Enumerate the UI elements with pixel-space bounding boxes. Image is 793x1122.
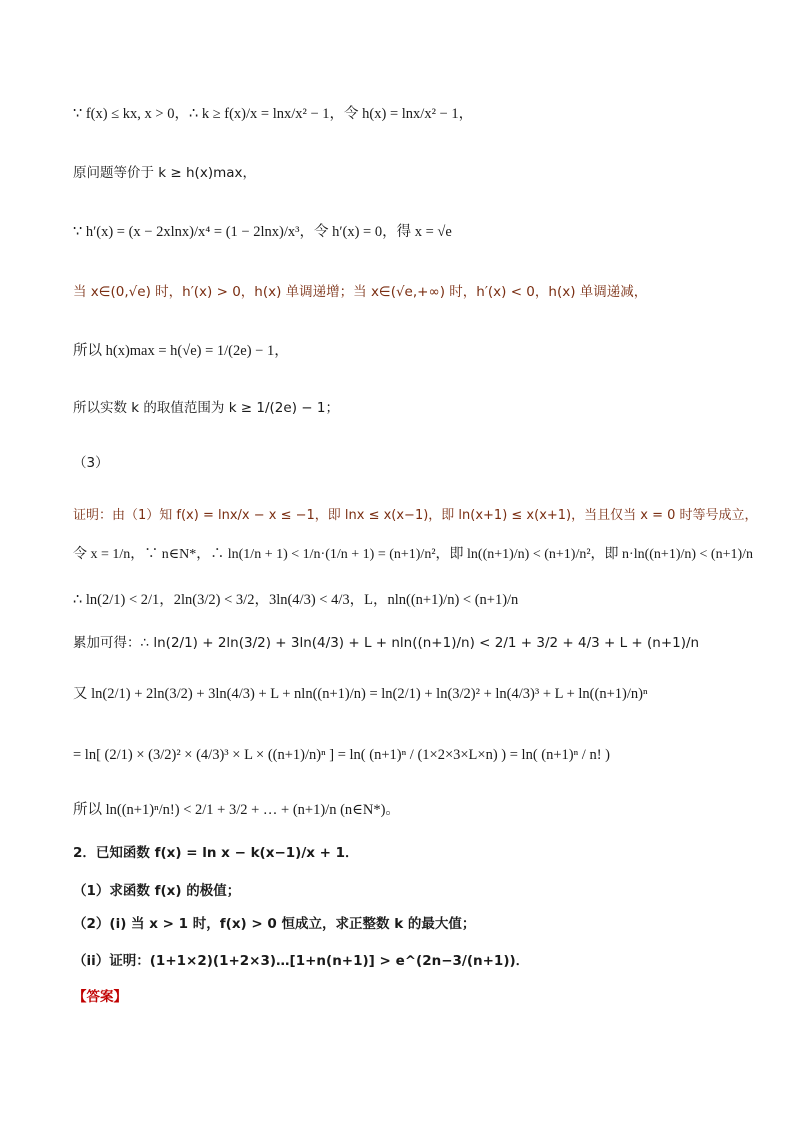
line-2: 原问题等价于 k ≥ h(x)max， xyxy=(73,165,256,181)
section-label: （3） xyxy=(73,455,109,471)
problem-part-1: （1）求函数 f(x) 的极值； xyxy=(73,883,241,899)
line-11: 累加可得：∴ ln(2/1) + 2ln(3/2) + 3ln(4/3) + L + nln((n+1)/n) < 2/1 + 3/2 + 4/3 + L + (n+1)/n xyxy=(73,635,700,651)
line-1: ∵ f(x) ≤ kx, x > 0，∴ k ≥ f(x)/x = lnx/x² − 1，令 h(x) = lnx/x² − 1， xyxy=(73,106,474,122)
problem-part-2ii: （ii）证明：(1+1×2)(1+2×3)…[1+n(n+1)] > e^(2n−3/(n+1))． xyxy=(73,953,530,969)
line-3: ∵ h′(x) = (x − 2xlnx)/x⁴ = (1 − 2lnx)/x³，令 h′(x) = 0，得 x = √e xyxy=(73,224,452,240)
line-10: ∴ ln(2/1) < 2/1，2ln(3/2) < 3/2，3ln(4/3) < 4/3，L，nln((n+1)/n) < (n+1)/n xyxy=(73,592,519,608)
line-14: 所以 ln((n+1)ⁿ/n!) < 2/1 + 3/2 + … + (n+1)/n (n∈N*)。 xyxy=(73,802,400,818)
problem-part-2i: （2）(i) 当 x > 1 时，f(x) > 0 恒成立，求正整数 k 的最大值； xyxy=(73,916,476,932)
line-12: 又 ln(2/1) + 2ln(3/2) + 3ln(4/3) + L + nln((n+1)/n) = ln(2/1) + ln(3/2)² + ln(4/3)³ + L + ln((n+1)/n)ⁿ xyxy=(73,686,648,702)
line-9: 令 x = 1/n，∵ n∈N*，∴ ln(1/n + 1) < 1/n·(1/n + 1) = (n+1)/n²，即 ln((n+1)/n) < (n+1)/n²，即 n·ln((n+1)/n) < (n+1)/n xyxy=(73,547,754,562)
line-4: 当 x∈(0,√e) 时，h′(x) > 0，h(x) 单调递增；当 x∈(√e,+∞) 时，h′(x) < 0，h(x) 单调递减， xyxy=(73,284,648,300)
problem-heading: 2．已知函数 f(x) = ln x − k(x−1)/x + 1． xyxy=(73,845,359,861)
answer-label: 【答案】 xyxy=(73,989,127,1005)
line-6: 所以实数 k 的取值范围为 k ≥ 1/(2e) − 1； xyxy=(73,400,339,416)
line-5: 所以 h(x)max = h(√e) = 1/(2e) − 1， xyxy=(73,343,289,359)
line-13: = ln[ (2/1) × (3/2)² × (4/3)³ × L × ((n+1)/n)ⁿ ] = ln( (n+1)ⁿ / (1×2×3×L×n) ) = ln( (n+1)ⁿ / n! ) xyxy=(73,747,610,763)
line-8: 证明：由（1）知 f(x) = lnx/x − x ≤ −1，即 lnx ≤ x(x−1)，即 ln(x+1) ≤ x(x+1)，当且仅当 x = 0 时等号成立， xyxy=(73,508,758,523)
